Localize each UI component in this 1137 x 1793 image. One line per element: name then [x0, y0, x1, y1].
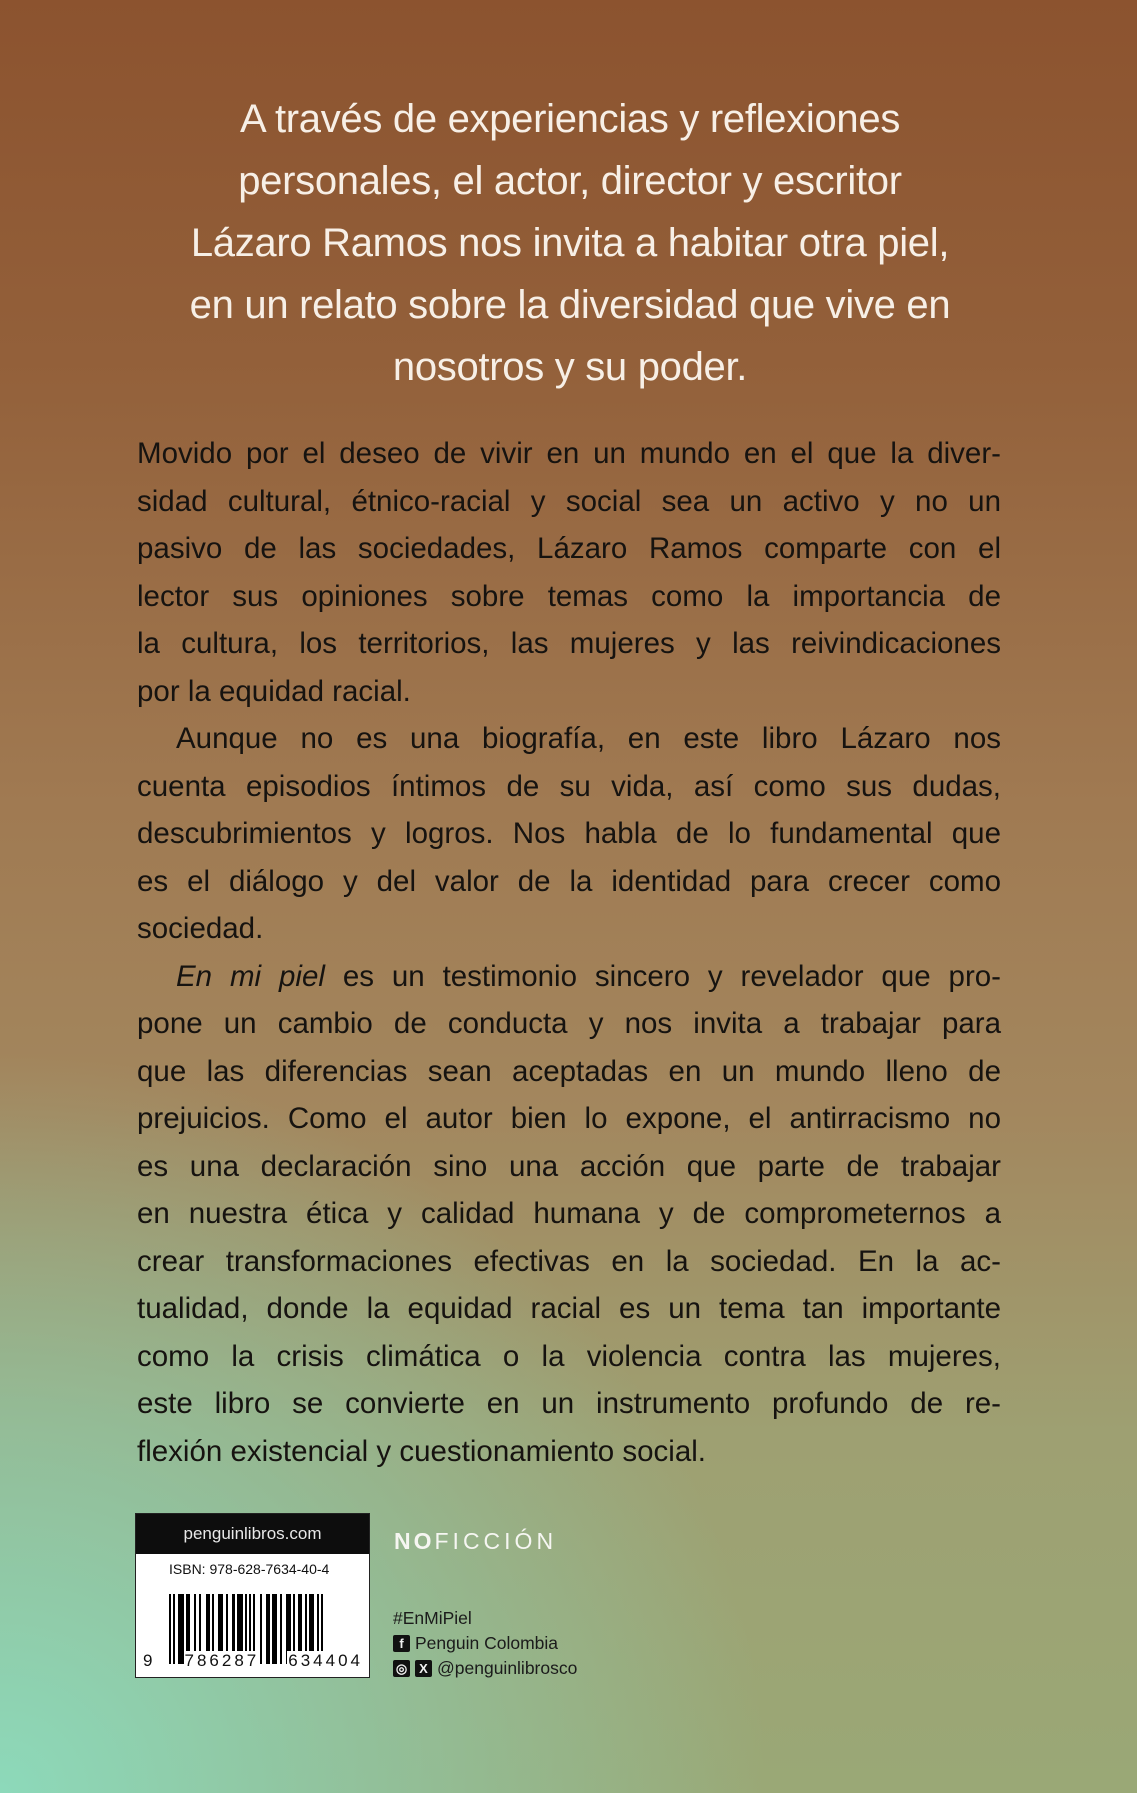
text-line: tualidad, donde la equidad racial es un tema tan importante: [137, 1292, 1001, 1325]
hashtag: #EnMiPiel: [393, 1608, 472, 1628]
tagline-line: A través de experiencias y reflexiones: [239, 97, 901, 141]
text-line: prejuicios. Como el autor bien lo expone, el antirracismo no: [137, 1102, 1001, 1135]
barcode-digits: [142, 1651, 364, 1671]
collection-label: [394, 1528, 557, 1555]
isbn-label: ISBN: 978-628-7634-40-4: [169, 1561, 330, 1577]
text-fragment: es un testimonio sincero y revelador que pro-: [324, 959, 1001, 993]
social-handle: @penguinlibrosco: [437, 1658, 578, 1678]
tagline-line: nosotros y su poder.: [392, 345, 748, 389]
barcode-digit-group: 9: [143, 1651, 156, 1670]
text-line: este libro se convierte en un instrumento profundo de re-: [137, 1387, 1001, 1420]
text-line: es una declaración sino una acción que parte de trabajar: [137, 1149, 1001, 1183]
text-line: sidad cultural, étnico-racial y social sea un activo y no un: [137, 484, 1001, 518]
tagline: [150, 88, 990, 398]
text-line: es el diálogo y del valor de la identidad para crecer como: [137, 864, 1001, 898]
text-line: sociedad.: [137, 912, 264, 945]
synopsis: [137, 430, 1001, 1475]
instagram-x-link[interactable]: [393, 1656, 577, 1681]
paragraph-1: [137, 430, 1001, 715]
paragraph-3: [137, 953, 1001, 1476]
text-line: flexión existencial y cuestionamiento social.: [137, 1434, 706, 1468]
instagram-icon: ◎: [393, 1660, 410, 1677]
social-links: [393, 1606, 577, 1681]
text-line: como la crisis climática o la violencia contra las mujeres,: [137, 1339, 1001, 1373]
text-line: la cultura, los territorios, las mujeres y las reivindicaciones: [137, 627, 1001, 660]
text-line: lector sus opiniones sobre temas como la importancia de: [137, 579, 1001, 613]
tagline-line: personales, el actor, director y escritor: [238, 159, 902, 203]
text-line: descubrimientos y logros. Nos habla de lo fundamental que: [137, 817, 1001, 850]
text-line: Movido por el deseo de vivir en un mundo en el que la diver-: [137, 437, 1001, 470]
tagline-line: Lázaro Ramos nos invita a habitar otra piel,: [190, 221, 950, 265]
facebook-link[interactable]: [393, 1631, 577, 1656]
tagline-line: en un relato sobre la diversidad que vive en: [189, 283, 951, 327]
text-line: crear transformaciones efectivas en la sociedad. En la ac-: [137, 1244, 1001, 1278]
text-line: pasivo de las sociedades, Lázaro Ramos comparte con el: [137, 532, 1001, 565]
barcode-digit-group: 634404: [288, 1651, 363, 1670]
facebook-icon: f: [393, 1635, 410, 1652]
text-line: cuenta episodios íntimos de su vida, así como sus dudas,: [137, 769, 1001, 803]
text-line: pone un cambio de conducta y nos invita a trabajar para: [137, 1007, 1001, 1040]
x-icon: X: [415, 1660, 432, 1677]
collection-label-bold: NO: [394, 1528, 435, 1554]
text-line: [137, 953, 1001, 1001]
collection-label-rest: FICCIÓN: [434, 1528, 558, 1554]
text-line: en nuestra ética y calidad humana y de comprometernos a: [137, 1197, 1001, 1230]
text-line: por la equidad racial.: [137, 674, 411, 708]
barcode-digit-group: 786287: [184, 1651, 260, 1670]
publisher-website: penguinlibros.com: [136, 1514, 369, 1554]
paragraph-2: [137, 715, 1001, 953]
text-line: Aunque no es una biografía, en este libro Lázaro nos: [176, 722, 1001, 755]
isbn-barcode: [135, 1513, 370, 1678]
book-title: En mi piel: [176, 959, 325, 993]
facebook-page: Penguin Colombia: [415, 1633, 559, 1653]
text-line: que las diferencias sean aceptadas en un mundo lleno de: [137, 1054, 1001, 1088]
